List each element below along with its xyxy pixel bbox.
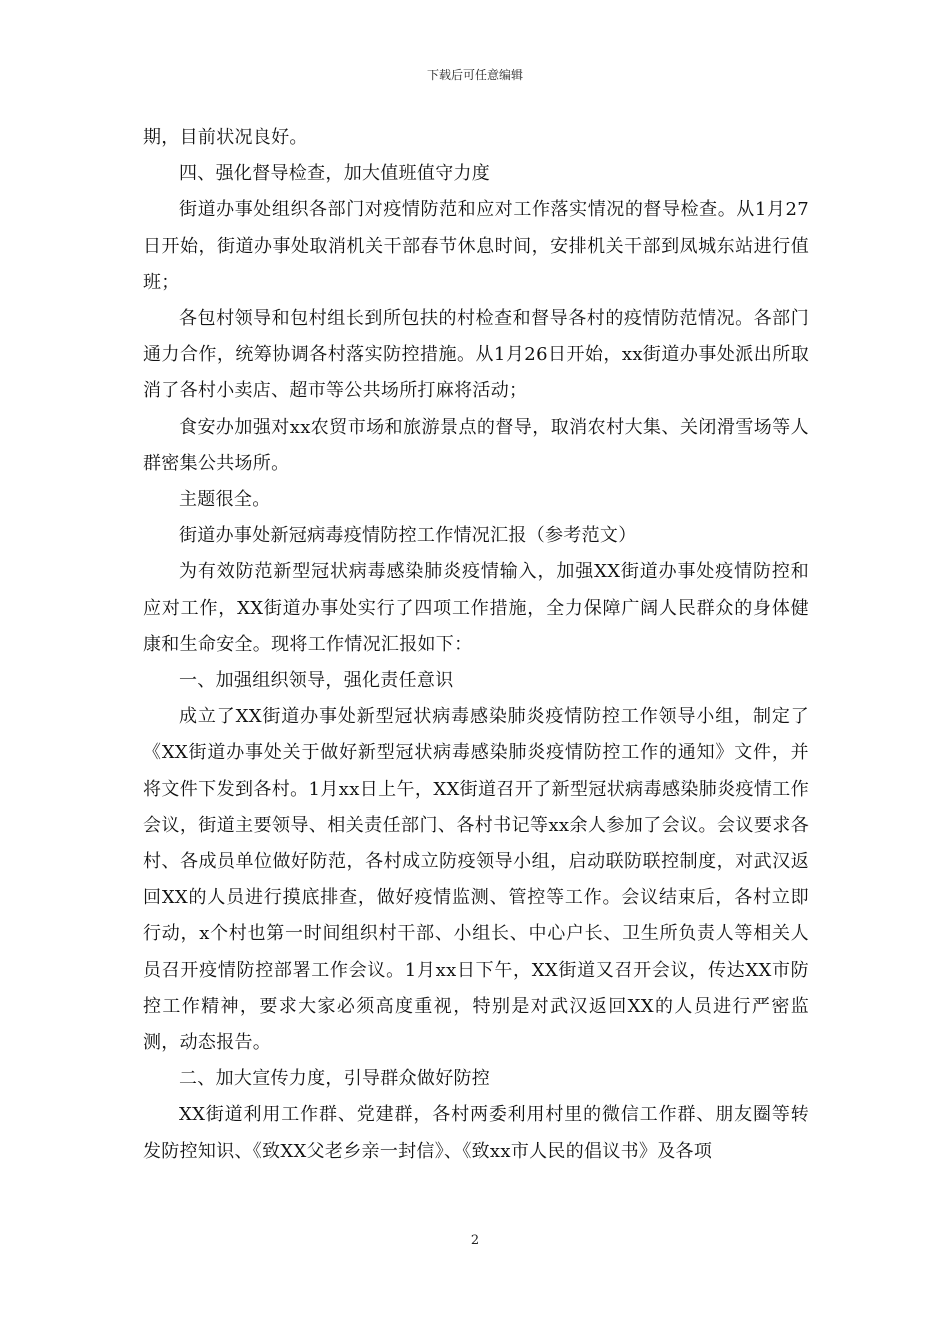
section-heading: 四、强化督导检查，加大值班值守力度 [179,163,491,185]
page-number: 2 [470,1233,480,1248]
paragraph: 食安办加强对xx农贸市场和旅游景点的督导，取消农村大集、关闭滑雪场等人群密集公共场所。 [143,416,809,474]
document-title: 街道办事处新冠病毒疫情防控工作情况汇报（参考范文） [179,525,637,547]
paragraph: XX街道利用工作群、党建群，各村两委利用村里的微信工作群、朋友圈等转发防控知识、《致XX父老乡亲一封信》、《致xx市人民的倡议书》及各项 [143,1104,809,1162]
paragraph: 期，目前状况良好。 [143,127,308,148]
paragraph: 各包村领导和包村组长到所包扶的村检查和督导各村的疫情防范情况。各部门通力合作，统筹协调各村落实防控措施。从1月26日开始，xx街道办事处派出所取消了各村小卖店、超市等公共场所打麻将活动； [143,308,809,402]
paragraph: 为有效防范新型冠状病毒感染肺炎疫情输入，加强XX街道办事处疫情防控和应对工作，XX街道办事处实行了四项工作措施，全力保障广阔人民群众的身体健康和生命安全。现将工作情况汇报如下： [143,561,809,655]
section-heading: 一、加强组织领导，强化责任意识 [179,670,454,692]
paragraph: 主题很全。 [179,489,271,511]
paragraph: 成立了XX街道办事处新型冠状病毒感染肺炎疫情防控工作领导小组，制定了《XX街道办事处关于做好新型冠状病毒感染肺炎疫情防控工作的通知》文件，并将文件下发到各村。1月xx日上午，XX街道召开了新型冠状病毒感染肺炎疫情工作会议，街道主要领导、相关责任部门、各村书记等xx余人参加了会议。会议要求各村、各成员单位做好防范，各村成立防疫领导小组，启动联防联控制度，对武汉返回XX的人员进行摸底排查，做好疫情监测、管控等工作。会议结束后，各村立即行动，x个村也第一时间组织村干部、小组长、中心户长、卫生所负责人等相关人员召开疫情防控部署工作会议。1月xx日下午，XX街道又召开会议，传达XX市防控工作精神，要求大家必须高度重视，特别是对武汉返回XX的人员进行严密监测，动态报告。 [143,706,809,1054]
page-header: 下载后可任意编辑 [426,68,523,82]
document-body [143,120,809,1170]
paragraph: 街道办事处组织各部门对疫情防范和应对工作落实情况的督导检查。从1月27日开始，街道办事处取消机关干部春节休息时间，安排机关干部到凤城东站进行值班； [143,199,809,293]
section-heading: 二、加大宣传力度，引导群众做好防控 [179,1068,491,1090]
